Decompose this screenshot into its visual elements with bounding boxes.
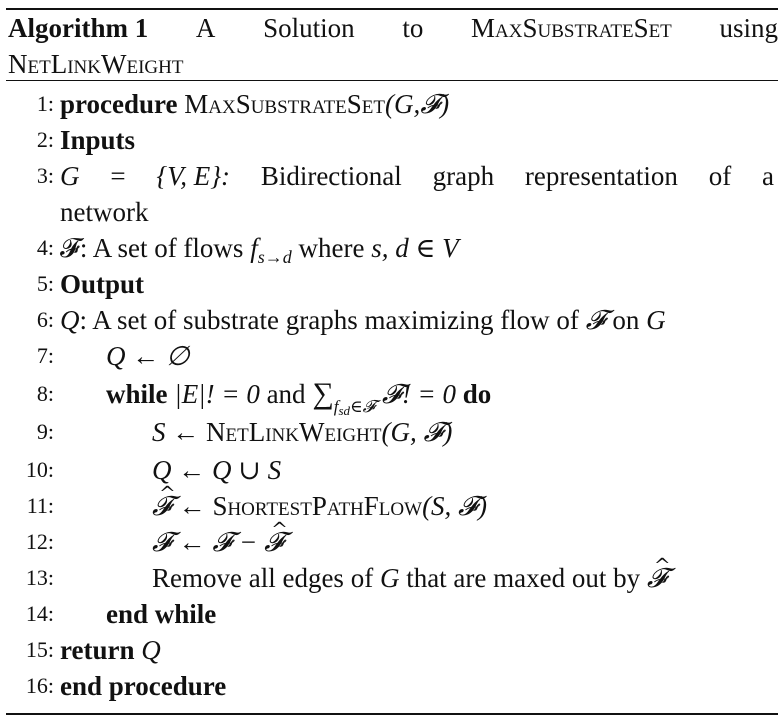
bottom-rule (6, 713, 778, 715)
flow-set-symbol: 𝓕 (585, 305, 606, 336)
condition: s, d ∈ V (371, 233, 459, 263)
graph-symbol: G (646, 305, 666, 335)
keyword: do (462, 379, 492, 409)
text: where (298, 233, 365, 263)
word: a (762, 161, 774, 191)
continuation: network (60, 197, 149, 227)
word: Bidirectional (260, 161, 402, 191)
caption-label: Algorithm 1 (8, 13, 149, 43)
middle-rule (6, 80, 778, 81)
line-number: 11: (26, 493, 54, 518)
word: = (110, 161, 126, 191)
line-number: 9: (36, 419, 54, 444)
line-body (60, 302, 666, 339)
line-number: 14: (25, 601, 54, 626)
line-number: 5: (36, 271, 54, 296)
flow-hat-symbol: ^ 𝓕 (647, 561, 667, 597)
line-body (60, 86, 449, 122)
flow-symbol: f (250, 233, 258, 263)
function-name: ShortestPathFlow (212, 491, 423, 521)
line-number: 1: (36, 91, 54, 116)
sum-subscript: sd (338, 403, 350, 418)
line-body (60, 230, 459, 266)
text: : A set of substrate graphs maximizing flow of (79, 305, 579, 335)
line-body (60, 158, 774, 194)
word: graph (432, 161, 495, 191)
caption-word: A (195, 13, 216, 43)
flow-hat-symbol: ^ 𝓕 (152, 489, 172, 525)
line-number: 7: (36, 343, 54, 368)
line-number: 12: (25, 529, 54, 554)
line-body (152, 488, 487, 525)
line-body (152, 524, 284, 561)
variable: Q (141, 635, 161, 665)
condition: 𝓕! = 0 (381, 379, 457, 409)
sum-subscript: ∈𝓕 (350, 397, 376, 416)
statement: 𝓕 ← 𝓕 − (152, 527, 258, 557)
function-args: (S, 𝓕) (422, 491, 487, 521)
caption-word: Solution (263, 13, 355, 43)
line-body (60, 632, 161, 668)
function-name: NetLinkWeight (206, 417, 382, 447)
statement: Q ← ∅ (106, 341, 190, 371)
variable: Q (60, 305, 80, 335)
function-args: (G, 𝓕) (381, 417, 453, 447)
text: 𝓕: A set of flows (60, 233, 244, 263)
word: G (60, 161, 80, 191)
caption-word: MaxSubstrateSet (471, 13, 672, 43)
line-body (152, 560, 667, 597)
line-number: 10: (25, 457, 54, 482)
text: that are maxed out by (406, 563, 641, 593)
keyword: end while (106, 599, 217, 629)
keyword: procedure (60, 89, 178, 119)
keyword: Inputs (60, 125, 136, 155)
procedure-name: MaxSubstrateSet (184, 89, 386, 119)
line-number: 15: (25, 637, 54, 662)
keyword: end procedure (60, 671, 227, 701)
line-number: 3: (36, 163, 54, 188)
word: representation (524, 161, 678, 191)
algorithm-caption (8, 10, 778, 82)
text: and (266, 379, 306, 409)
word: of (708, 161, 732, 191)
statement: Q ← Q ∪ S (152, 455, 282, 485)
assignment: ← (178, 491, 213, 521)
line-body (106, 376, 492, 418)
keyword: return (60, 635, 135, 665)
text: Remove all edges of (152, 563, 374, 593)
condition: |E|! = 0 (174, 379, 260, 409)
sum-symbol: ∑ (312, 377, 334, 410)
line-number: 8: (36, 381, 54, 406)
word: {V, E}: (156, 161, 230, 191)
caption-word: to (402, 13, 424, 43)
text: on (612, 305, 640, 335)
caption-line-2: NetLinkWeight (8, 49, 184, 79)
line-number: 16: (25, 673, 54, 698)
line-number: 13: (25, 565, 54, 590)
assignment: S ← (152, 417, 200, 447)
line-number: 2: (36, 127, 54, 152)
line-body (152, 414, 452, 450)
sum-subscript: f (333, 397, 339, 416)
procedure-args: (G,𝓕) (385, 89, 450, 119)
caption-line-1 (8, 10, 778, 46)
line-number: 4: (36, 235, 54, 260)
flow-subscript: s→d (257, 247, 292, 267)
keyword: Output (60, 269, 145, 299)
keyword: while (106, 379, 168, 409)
flow-hat-symbol: ^ 𝓕 (264, 525, 284, 561)
graph-symbol: G (379, 563, 400, 593)
caption-word: using (719, 13, 778, 43)
line-number: 6: (36, 307, 54, 332)
